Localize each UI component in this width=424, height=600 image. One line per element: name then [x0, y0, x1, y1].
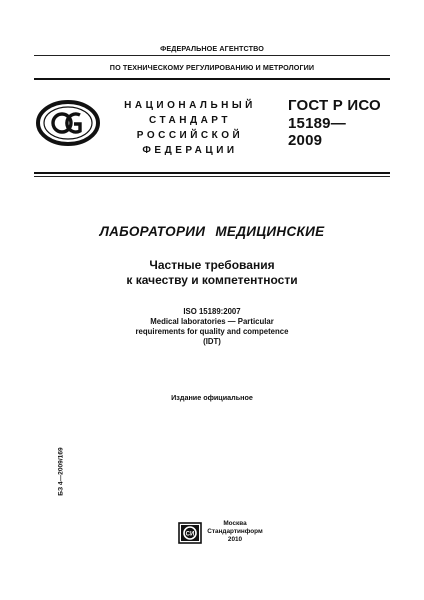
publisher-line: Стандартинформ: [207, 528, 263, 536]
body-rule-thick: [34, 172, 390, 174]
side-code: БЗ 4—2009/169: [57, 447, 65, 496]
publisher-line: 2010: [227, 536, 243, 544]
subtitle-line: Частные требования: [149, 258, 275, 272]
document-subtitle: [0, 258, 424, 288]
iso-reference: [0, 307, 424, 347]
iso-line: Medical laboratories — Particular: [150, 317, 274, 326]
iso-line: (IDT): [203, 337, 221, 346]
publisher-logo-icon: [178, 522, 202, 544]
subtitle-line: к качеству и компетентности: [126, 273, 298, 287]
gost-logo-icon: [36, 100, 100, 146]
national-standard-line: ФЕДЕРАЦИИ: [142, 145, 238, 156]
iso-line: ISO 15189:2007: [183, 307, 241, 316]
national-standard-line: НАЦИОНАЛЬНЫЙ: [124, 100, 256, 111]
publisher-info: [205, 520, 265, 545]
national-standard-block: [120, 98, 260, 158]
header-rule-thick: [34, 78, 390, 80]
body-rule: [34, 176, 390, 177]
designation-line: 15189—: [288, 114, 346, 132]
designation-line: ГОСТ Р ИСО: [288, 97, 381, 114]
publisher-line: Москва: [223, 520, 247, 527]
agency-line-1: ФЕДЕРАЛЬНОЕ АГЕНТСТВО: [160, 44, 264, 53]
national-standard-line: СТАНДАРТ: [149, 115, 231, 126]
header-rule: [34, 55, 390, 56]
edition-label: Издание официальное: [171, 393, 253, 402]
standard-designation: [288, 97, 398, 150]
publisher-logo-text: СИ: [185, 531, 195, 538]
national-standard-line: РОССИЙСКОЙ: [136, 130, 244, 141]
iso-line: requirements for quality and competence: [135, 327, 289, 336]
designation-line: 2009: [288, 132, 323, 149]
document-title: ЛАБОРАТОРИИ МЕДИЦИНСКИЕ: [99, 224, 325, 239]
agency-line-2: ПО ТЕХНИЧЕСКОМУ РЕГУЛИРОВАНИЮ И МЕТРОЛОГИИ: [109, 63, 315, 72]
